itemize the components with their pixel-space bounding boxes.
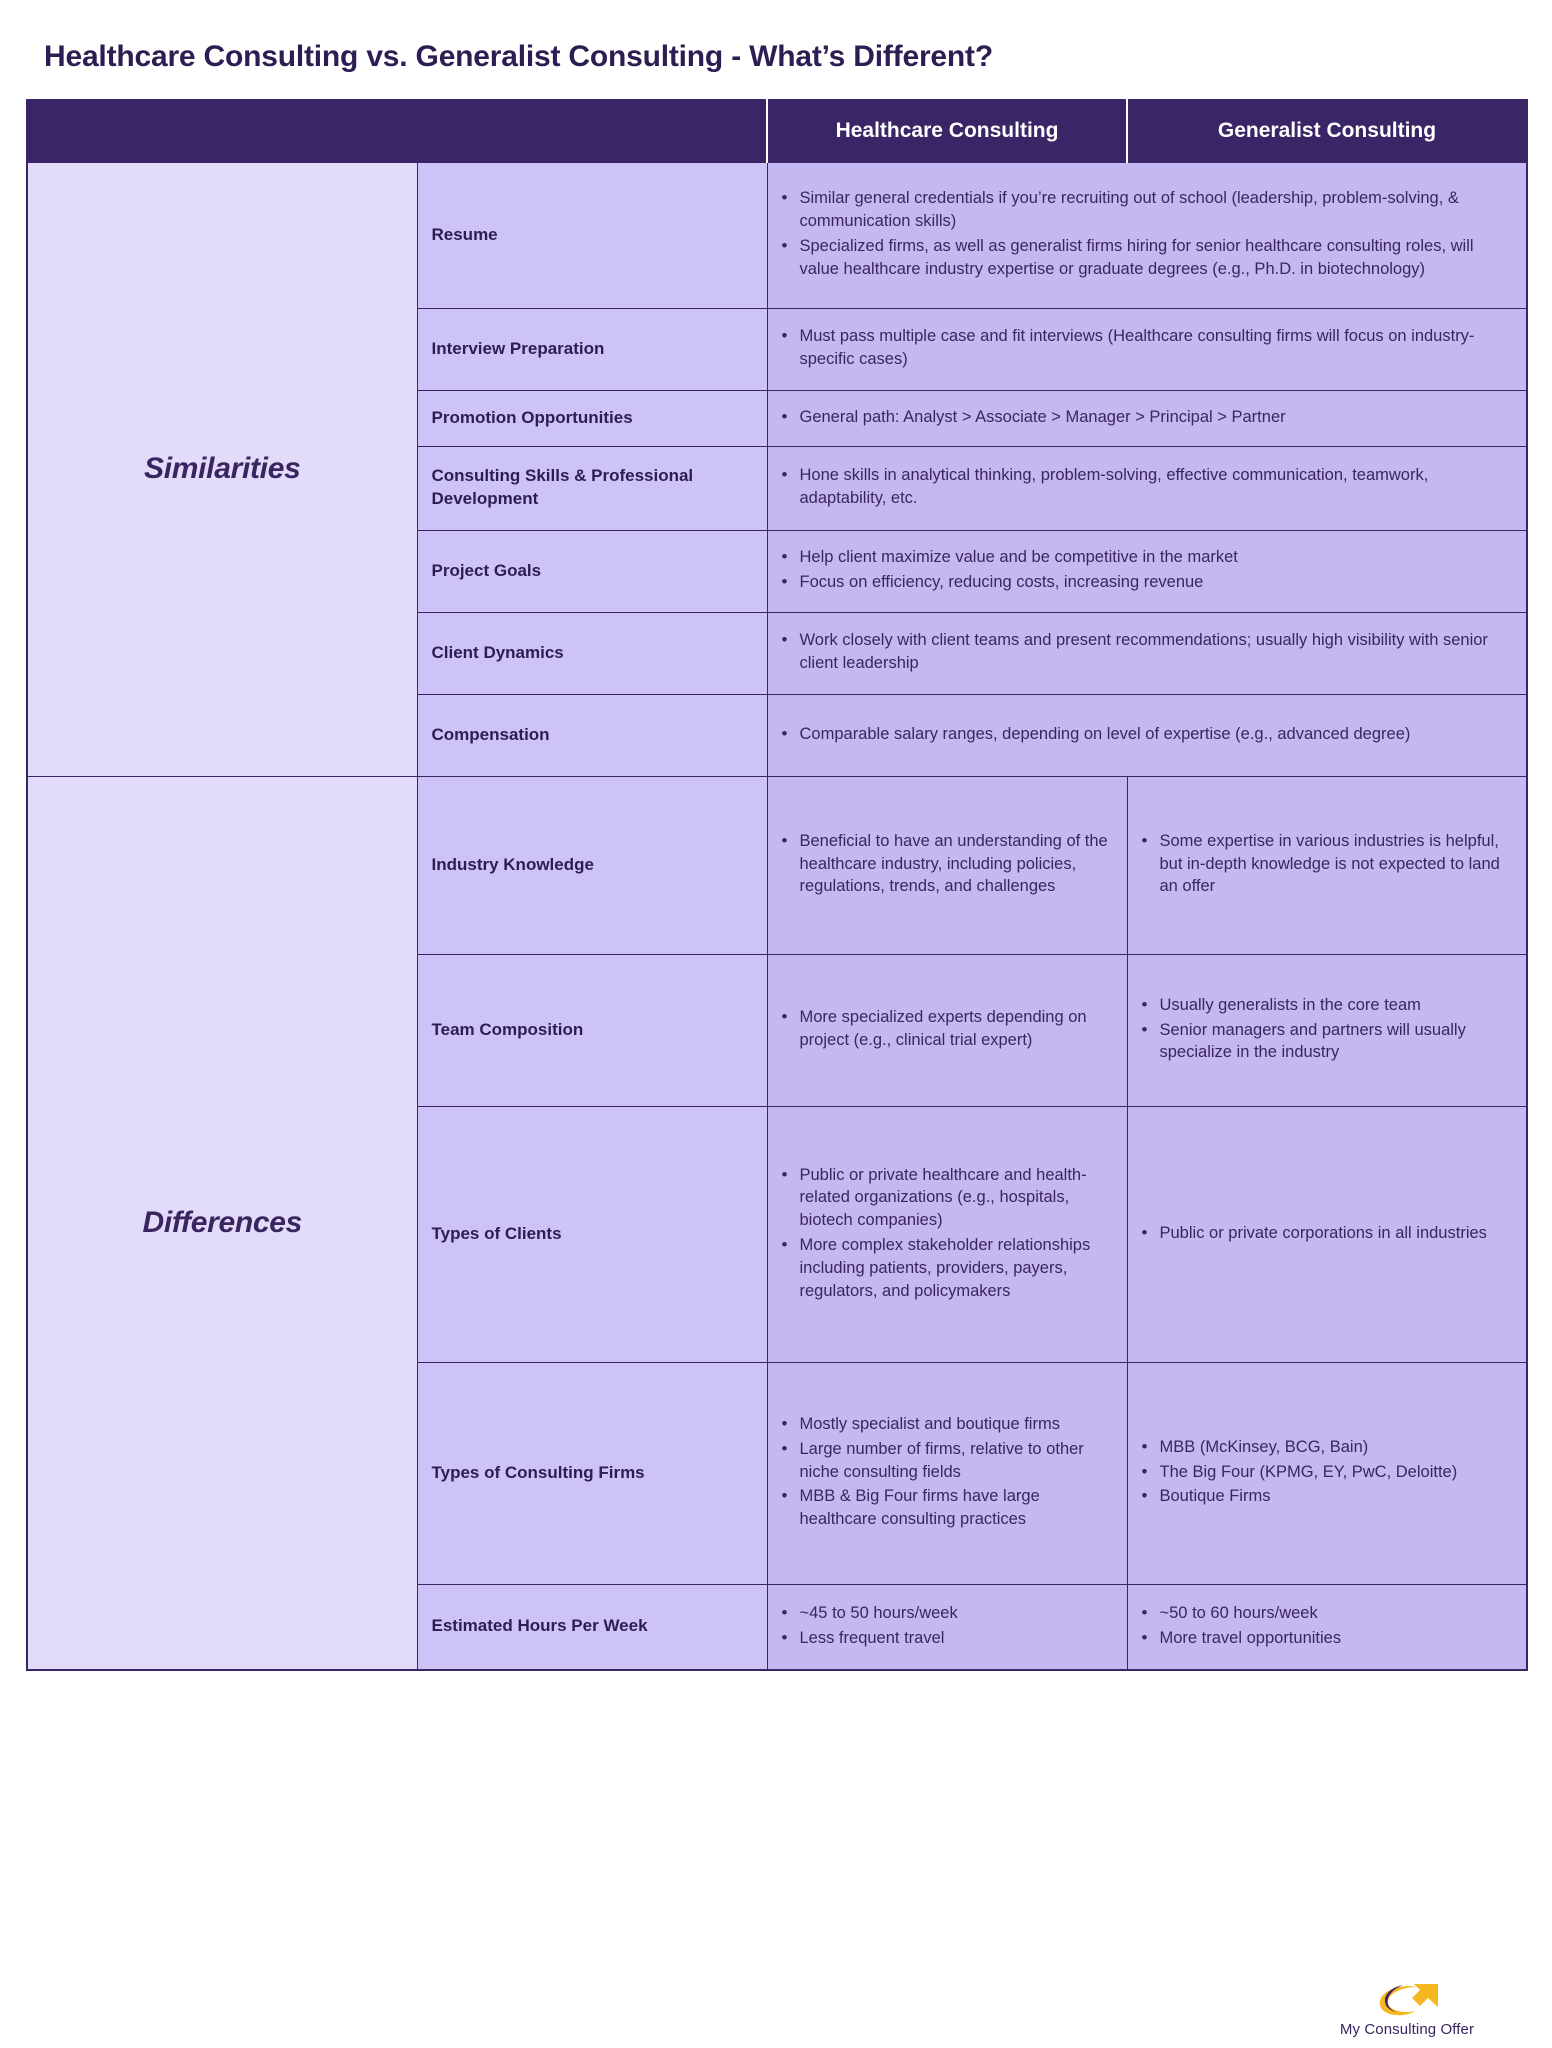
shared-value-cell <box>767 612 1527 694</box>
bullet-item: • General path: Analyst > Associate > Manager > Principal > Partner <box>798 406 1513 429</box>
row-topic: Team Composition <box>417 954 767 1106</box>
healthcare-value-cell <box>767 1106 1127 1362</box>
row-topic: Consulting Skills & Professional Development <box>417 446 767 530</box>
bullet-item: • ~45 to 50 hours/week <box>798 1602 1121 1625</box>
bullet-item: • Boutique Firms <box>1158 1485 1513 1508</box>
footer-logo <box>1292 1981 1522 2038</box>
row-topic: Compensation <box>417 694 767 776</box>
generalist-value-cell <box>1127 1584 1527 1670</box>
row-topic: Client Dynamics <box>417 612 767 694</box>
shared-value-cell <box>767 530 1527 612</box>
bullet-item: • MBB & Big Four firms have large healthcare consulting practices <box>798 1485 1121 1531</box>
table-row <box>27 162 1527 308</box>
shared-value-cell <box>767 308 1527 390</box>
generalist-value-cell <box>1127 1362 1527 1584</box>
header-row <box>27 100 1527 162</box>
generalist-value-cell <box>1127 954 1527 1106</box>
generalist-value-cell <box>1127 776 1527 954</box>
healthcare-value-cell <box>767 1584 1127 1670</box>
header-generalist-consulting: Generalist Consulting <box>1127 100 1527 162</box>
bullet-item: • Usually generalists in the core team <box>1158 994 1513 1017</box>
bullet-item: • Public or private corporations in all industries <box>1158 1222 1513 1245</box>
bullet-item: • Help client maximize value and be competitive in the market <box>798 546 1513 569</box>
row-topic: Interview Preparation <box>417 308 767 390</box>
row-topic: Promotion Opportunities <box>417 390 767 446</box>
healthcare-value-cell <box>767 954 1127 1106</box>
row-topic: Estimated Hours Per Week <box>417 1584 767 1670</box>
bullet-item: • More travel opportunities <box>1158 1627 1513 1650</box>
bullet-item: • Less frequent travel <box>798 1627 1121 1650</box>
table-body <box>27 162 1527 1670</box>
bullet-item: • Public or private healthcare and health-related organizations (e.g., hospitals, biotech companies) <box>798 1164 1121 1232</box>
bullet-item: • Work closely with client teams and present recommendations; usually high visibility with senior client leadership <box>798 629 1513 675</box>
table-header <box>27 100 1527 162</box>
section-label-differences: Differences <box>27 776 417 1670</box>
bullet-item: • Large number of firms, relative to other niche consulting fields <box>798 1438 1121 1484</box>
logo-text: My Consulting Offer <box>1339 2021 1475 2038</box>
shared-value-cell <box>767 694 1527 776</box>
shared-value-cell <box>767 162 1527 308</box>
generalist-value-cell <box>1127 1106 1527 1362</box>
shared-value-cell <box>767 446 1527 530</box>
page-title: Healthcare Consulting vs. Generalist Consulting - What’s Different? <box>44 40 993 73</box>
bullet-item: • Comparable salary ranges, depending on level of expertise (e.g., advanced degree) <box>798 723 1513 746</box>
row-topic: Types of Consulting Firms <box>417 1362 767 1584</box>
bullet-item: • Hone skills in analytical thinking, problem-solving, effective communication, teamwork, adaptability, etc. <box>798 464 1513 510</box>
healthcare-value-cell <box>767 1362 1127 1584</box>
header-healthcare-consulting: Healthcare Consulting <box>767 100 1127 162</box>
bullet-item: • Focus on efficiency, reducing costs, increasing revenue <box>798 571 1513 594</box>
bullet-item: • The Big Four (KPMG, EY, PwC, Deloitte) <box>1158 1461 1513 1484</box>
bullet-item: • Beneficial to have an understanding of the healthcare industry, including policies, regulations, trends, and challenges <box>798 830 1121 898</box>
comparison-table <box>26 99 1528 1671</box>
healthcare-value-cell <box>767 776 1127 954</box>
bullet-item: • Specialized firms, as well as generalist firms hiring for senior healthcare consulting roles, will value healthcare industry expertise or graduate degrees (e.g., Ph.D. in biotechnology) <box>798 235 1513 281</box>
bullet-item: • More complex stakeholder relationships including patients, providers, payers, regulators, and policymakers <box>798 1234 1121 1302</box>
table-row <box>27 776 1527 954</box>
bullet-item: • Some expertise in various industries is helpful, but in-depth knowledge is not expected to land an offer <box>1158 830 1513 898</box>
row-topic: Project Goals <box>417 530 767 612</box>
bullet-item: • MBB (McKinsey, BCG, Bain) <box>1158 1436 1513 1459</box>
row-topic: Industry Knowledge <box>417 776 767 954</box>
bullet-item: • ~50 to 60 hours/week <box>1158 1602 1513 1625</box>
header-blank <box>27 100 767 162</box>
bullet-item: • More specialized experts depending on project (e.g., clinical trial expert) <box>798 1006 1121 1052</box>
row-topic: Resume <box>417 162 767 308</box>
section-label-similarities: Similarities <box>27 162 417 776</box>
swoosh-arrow-icon <box>1292 1981 1522 2019</box>
bullet-item: • Mostly specialist and boutique firms <box>798 1413 1121 1436</box>
bullet-item: • Must pass multiple case and fit interviews (Healthcare consulting firms will focus on industry-specific cases) <box>798 325 1513 371</box>
row-topic: Types of Clients <box>417 1106 767 1362</box>
bullet-item: • Senior managers and partners will usually specialize in the industry <box>1158 1019 1513 1065</box>
bullet-item: • Similar general credentials if you’re recruiting out of school (leadership, problem-solving, & communication skills) <box>798 187 1513 233</box>
shared-value-cell <box>767 390 1527 446</box>
